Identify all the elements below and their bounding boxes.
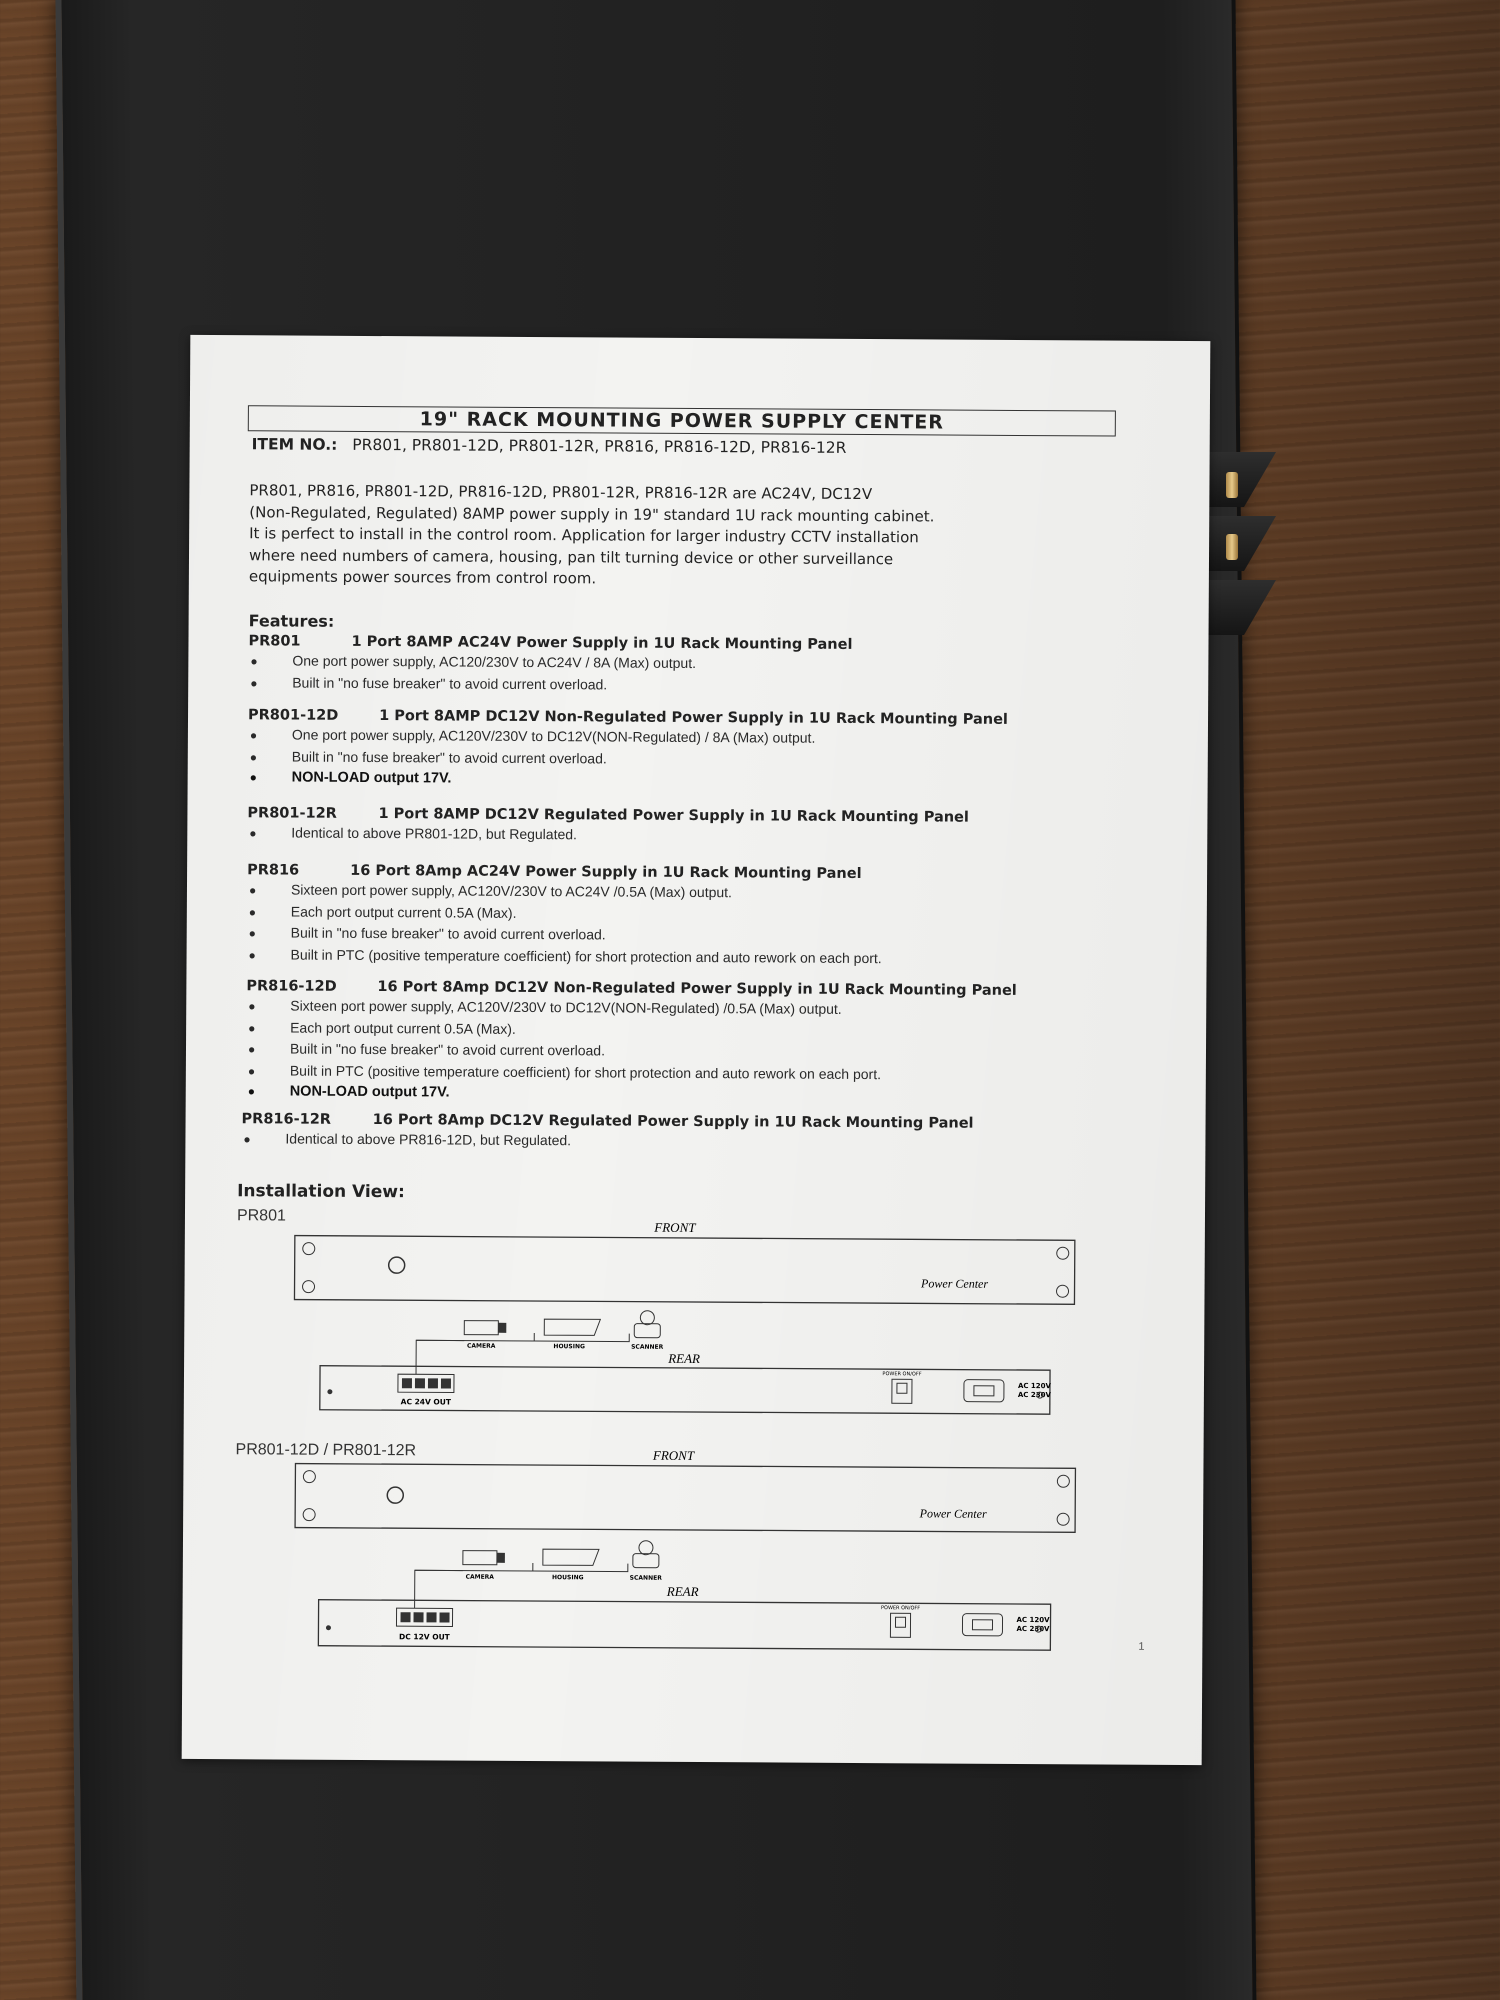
feature-item: ● Built in "no fuse breaker" to avoid current overload. — [249, 748, 607, 766]
camera-icon — [463, 1551, 497, 1565]
feature-text: Built in PTC (positive temperature coefficient) for short protection and auto rework on each port. — [289, 1062, 882, 1082]
ac-inlet-socket — [972, 1620, 992, 1630]
installation-diagram-pr801-12d — [232, 1441, 1113, 1664]
feature-item: ● NON-LOAD output 17V. — [249, 769, 452, 787]
ac-inlet — [964, 1380, 1004, 1402]
feature-item: ● Built in PTC (positive temperature coefficient) for short protection and auto rework on each port. — [248, 946, 882, 966]
item-number-label: ITEM NO.: — [251, 435, 338, 454]
feature-item: ● Identical to above PR801-12D, but Regulated. — [249, 824, 578, 843]
intro-line: where need numbers of camera, housing, pan tilt turning device or other surveillance — [248, 545, 894, 568]
brand-label: Power Center — [919, 1506, 987, 1521]
housing-icon — [543, 1549, 599, 1565]
product-code: PR801 — [248, 633, 301, 650]
feature-text: Identical to above PR816-12D, but Regulated. — [285, 1130, 572, 1149]
ground-screw — [326, 1625, 331, 1630]
front-label: FRONT — [652, 1447, 695, 1463]
wire — [533, 1563, 628, 1572]
scanner-label: SCANNER — [629, 1574, 662, 1582]
feature-item: ● Built in "no fuse breaker" to avoid current overload. — [247, 1040, 606, 1059]
feature-list — [243, 1128, 1141, 1155]
product-title: 16 Port 8Amp DC12V Regulated Power Supply in 1U Rack Mounting Panel — [372, 1112, 974, 1132]
mount-hole — [303, 1471, 315, 1483]
feature-item: ● Built in PTC (positive temperature coefficient) for short protection and auto rework on each port. — [247, 1062, 882, 1082]
feature-item: ● Each port output current 0.5A (Max). — [248, 1019, 516, 1037]
terminal-pin — [426, 1612, 436, 1622]
voltage-label: AC 230V — [1016, 1624, 1050, 1634]
item-number-list: PR801, PR801-12D, PR801-12R, PR816, PR816-12D, PR816-12R — [352, 435, 847, 457]
rear-label: REAR — [666, 1583, 699, 1600]
terminal-pin — [428, 1378, 438, 1388]
camera-label: CAMERA — [466, 1342, 496, 1350]
wire — [416, 1332, 534, 1341]
camera-lens-icon — [497, 1553, 505, 1563]
product-section-pr816-12r — [241, 1111, 1141, 1155]
product-title: 1 Port 8AMP AC24V Power Supply in 1U Rack Mounting Panel — [351, 633, 853, 653]
voltage-label: AC 230V — [1017, 1390, 1051, 1400]
feature-list — [250, 650, 1148, 698]
intro-line: PR801, PR816, PR801-12D, PR816-12D, PR801-12R, PR816-12R are AC24V, DC12V — [249, 481, 873, 504]
feature-text: Sixteen port power supply, AC120V/230V to AC24V /0.5A (Max) output. — [290, 881, 733, 901]
power-switch-label: POWER ON/OFF — [882, 1371, 922, 1378]
rear-panel — [320, 1366, 1050, 1414]
housing-icon — [544, 1319, 600, 1335]
feature-text: Each port output current 0.5A (Max). — [290, 1019, 516, 1037]
document-title: 19" RACK MOUNTING POWER SUPPLY CENTER — [248, 405, 1116, 436]
feature-list — [249, 822, 1147, 849]
intro-line: equipments power sources from control room. — [248, 567, 597, 588]
terminal-screw — [1226, 472, 1238, 498]
feature-text: One port power supply, AC120V/230V to DC12V(NON-Regulated) / 8A (Max) output. — [291, 726, 816, 746]
instruction-sheet — [182, 335, 1211, 1765]
wire — [416, 1340, 464, 1374]
voltage-label: AC 120V — [1016, 1615, 1050, 1625]
view-label-pr801-12d: PR801-12D / PR801-12R — [235, 1441, 417, 1460]
rear-panel — [318, 1600, 1050, 1650]
camera-lens-icon — [498, 1323, 506, 1333]
rear-label: REAR — [668, 1350, 701, 1367]
product-title: 16 Port 8Amp AC24V Power Supply in 1U Rack Mounting Panel — [350, 862, 862, 883]
front-panel — [295, 1464, 1075, 1533]
feature-text: One port power supply, AC120/230V to AC24V / 8A (Max) output. — [292, 652, 697, 671]
terminal-screw — [1226, 534, 1238, 560]
feature-item: ● One port power supply, AC120V/230V to DC12V(NON-Regulated) / 8A (Max) output. — [249, 726, 816, 746]
feature-item: ● Built in "no fuse breaker" to avoid current overload. — [248, 924, 606, 943]
feature-text: Built in "no fuse breaker" to avoid current overload. — [289, 1040, 606, 1059]
feature-text: NON-LOAD output 17V. — [291, 769, 452, 787]
feature-item: ● Built in "no fuse breaker" to avoid current overload. — [250, 674, 608, 692]
installation-heading: Installation View: — [237, 1181, 405, 1203]
product-section-pr801-12d — [248, 707, 1148, 793]
ac-inlet — [962, 1614, 1002, 1636]
housing-label: HOUSING — [552, 1574, 584, 1582]
front-panel — [294, 1236, 1074, 1305]
feature-text: Built in "no fuse breaker" to avoid current overload. — [290, 924, 606, 943]
terminal-pin — [400, 1612, 410, 1622]
feature-text: Built in PTC (positive temperature coefficient) for short protection and auto rework on each port. — [290, 946, 882, 966]
mount-hole — [1057, 1475, 1069, 1487]
terminal-pin — [402, 1378, 412, 1388]
product-title: 1 Port 8AMP DC12V Regulated Power Supply in 1U Rack Mounting Panel — [378, 806, 969, 826]
housing-label: HOUSING — [553, 1343, 585, 1351]
product-section-pr801 — [248, 633, 1148, 698]
product-code: PR816-12R — [241, 1111, 332, 1128]
product-code: PR801-12R — [247, 805, 337, 822]
feature-item: ● One port power supply, AC120/230V to AC24V / 8A (Max) output. — [250, 652, 697, 671]
scanner-label: SCANNER — [631, 1343, 664, 1351]
feature-text: Identical to above PR801-12D, but Regulated. — [291, 824, 578, 843]
scanner-head-icon — [639, 1541, 653, 1555]
feature-text: NON-LOAD output 17V. — [289, 1083, 450, 1101]
wire — [415, 1562, 533, 1571]
camera-icon — [464, 1321, 498, 1335]
mount-hole — [1056, 1285, 1068, 1297]
feature-item: ● NON-LOAD output 17V. — [247, 1083, 450, 1101]
brand-label: Power Center — [921, 1276, 989, 1291]
wire — [415, 1570, 463, 1608]
feature-item: ● Sixteen port power supply, AC120V/230V to DC12V(NON-Regulated) /0.5A (Max) output. — [248, 997, 842, 1017]
feature-text: Sixteen port power supply, AC120V/230V to DC12V(NON-Regulated) /0.5A (Max) output. — [290, 997, 842, 1017]
feature-text: Each port output current 0.5A (Max). — [290, 903, 517, 921]
ac-inlet-socket — [974, 1386, 994, 1396]
feature-list — [248, 995, 1147, 1107]
terminal-pin — [441, 1378, 451, 1388]
intro-paragraph — [249, 480, 1130, 593]
product-section-pr816 — [247, 862, 1148, 970]
camera-label: CAMERA — [465, 1573, 494, 1581]
installation-diagram-pr801 — [234, 1213, 1115, 1430]
page-number: 1 — [1138, 1640, 1145, 1653]
product-section-pr816-12d — [246, 978, 1147, 1107]
mount-hole — [303, 1243, 315, 1255]
wire — [534, 1333, 629, 1342]
feature-item: ● Sixteen port power supply, AC120V/230V to AC24V /0.5A (Max) output. — [248, 881, 733, 901]
scanner-icon — [633, 1554, 659, 1568]
feature-text: Built in "no fuse breaker" to avoid current overload. — [291, 748, 607, 766]
mount-hole — [1057, 1513, 1069, 1525]
power-switch-rocker — [897, 1383, 907, 1393]
product-code: PR816 — [247, 862, 300, 879]
item-number-line — [252, 435, 847, 457]
mount-hole — [303, 1509, 315, 1521]
feature-list — [249, 879, 1148, 970]
power-indicator — [389, 1257, 405, 1273]
power-switch-label: POWER ON/OFF — [880, 1605, 921, 1612]
intro-line: (Non-Regulated, Regulated) 8AMP power supply in 19" standard 1U rack mounting cabinet. — [249, 502, 935, 525]
view-label-pr801: PR801 — [236, 1207, 286, 1225]
power-indicator — [387, 1487, 403, 1503]
feature-item: ● Identical to above PR816-12D, but Regulated. — [243, 1130, 572, 1149]
mount-hole — [1057, 1247, 1069, 1259]
power-switch-rocker — [895, 1617, 905, 1627]
front-label: FRONT — [654, 1219, 696, 1236]
product-code: PR801-12D — [247, 707, 339, 724]
scanner-head-icon — [640, 1311, 654, 1325]
product-code: PR816-12D — [246, 978, 337, 995]
terminal-pin — [413, 1612, 423, 1622]
output-label: DC 12V OUT — [398, 1632, 450, 1642]
voltage-label: AC 120V — [1017, 1381, 1052, 1391]
feature-list — [250, 724, 1148, 793]
intro-line: It is perfect to install in the control room. Application for larger industry CCTV installation — [249, 524, 919, 547]
terminal-pin — [439, 1612, 449, 1622]
output-label: AC 24V OUT — [400, 1397, 452, 1407]
terminal-pin — [415, 1378, 425, 1388]
feature-text: Built in "no fuse breaker" to avoid current overload. — [292, 674, 608, 692]
scanner-icon — [634, 1324, 660, 1338]
features-heading: Features: — [248, 611, 335, 631]
product-section-pr801-12r — [247, 805, 1147, 849]
product-title: 1 Port 8AMP DC12V Non-Regulated Power Supply in 1U Rack Mounting Panel — [379, 708, 1008, 728]
ground-screw — [327, 1389, 332, 1394]
feature-item: ● Each port output current 0.5A (Max). — [248, 903, 517, 921]
product-title: 16 Port 8Amp DC12V Non-Regulated Power Supply in 1U Rack Mounting Panel — [377, 979, 1017, 999]
mount-hole — [303, 1281, 315, 1293]
